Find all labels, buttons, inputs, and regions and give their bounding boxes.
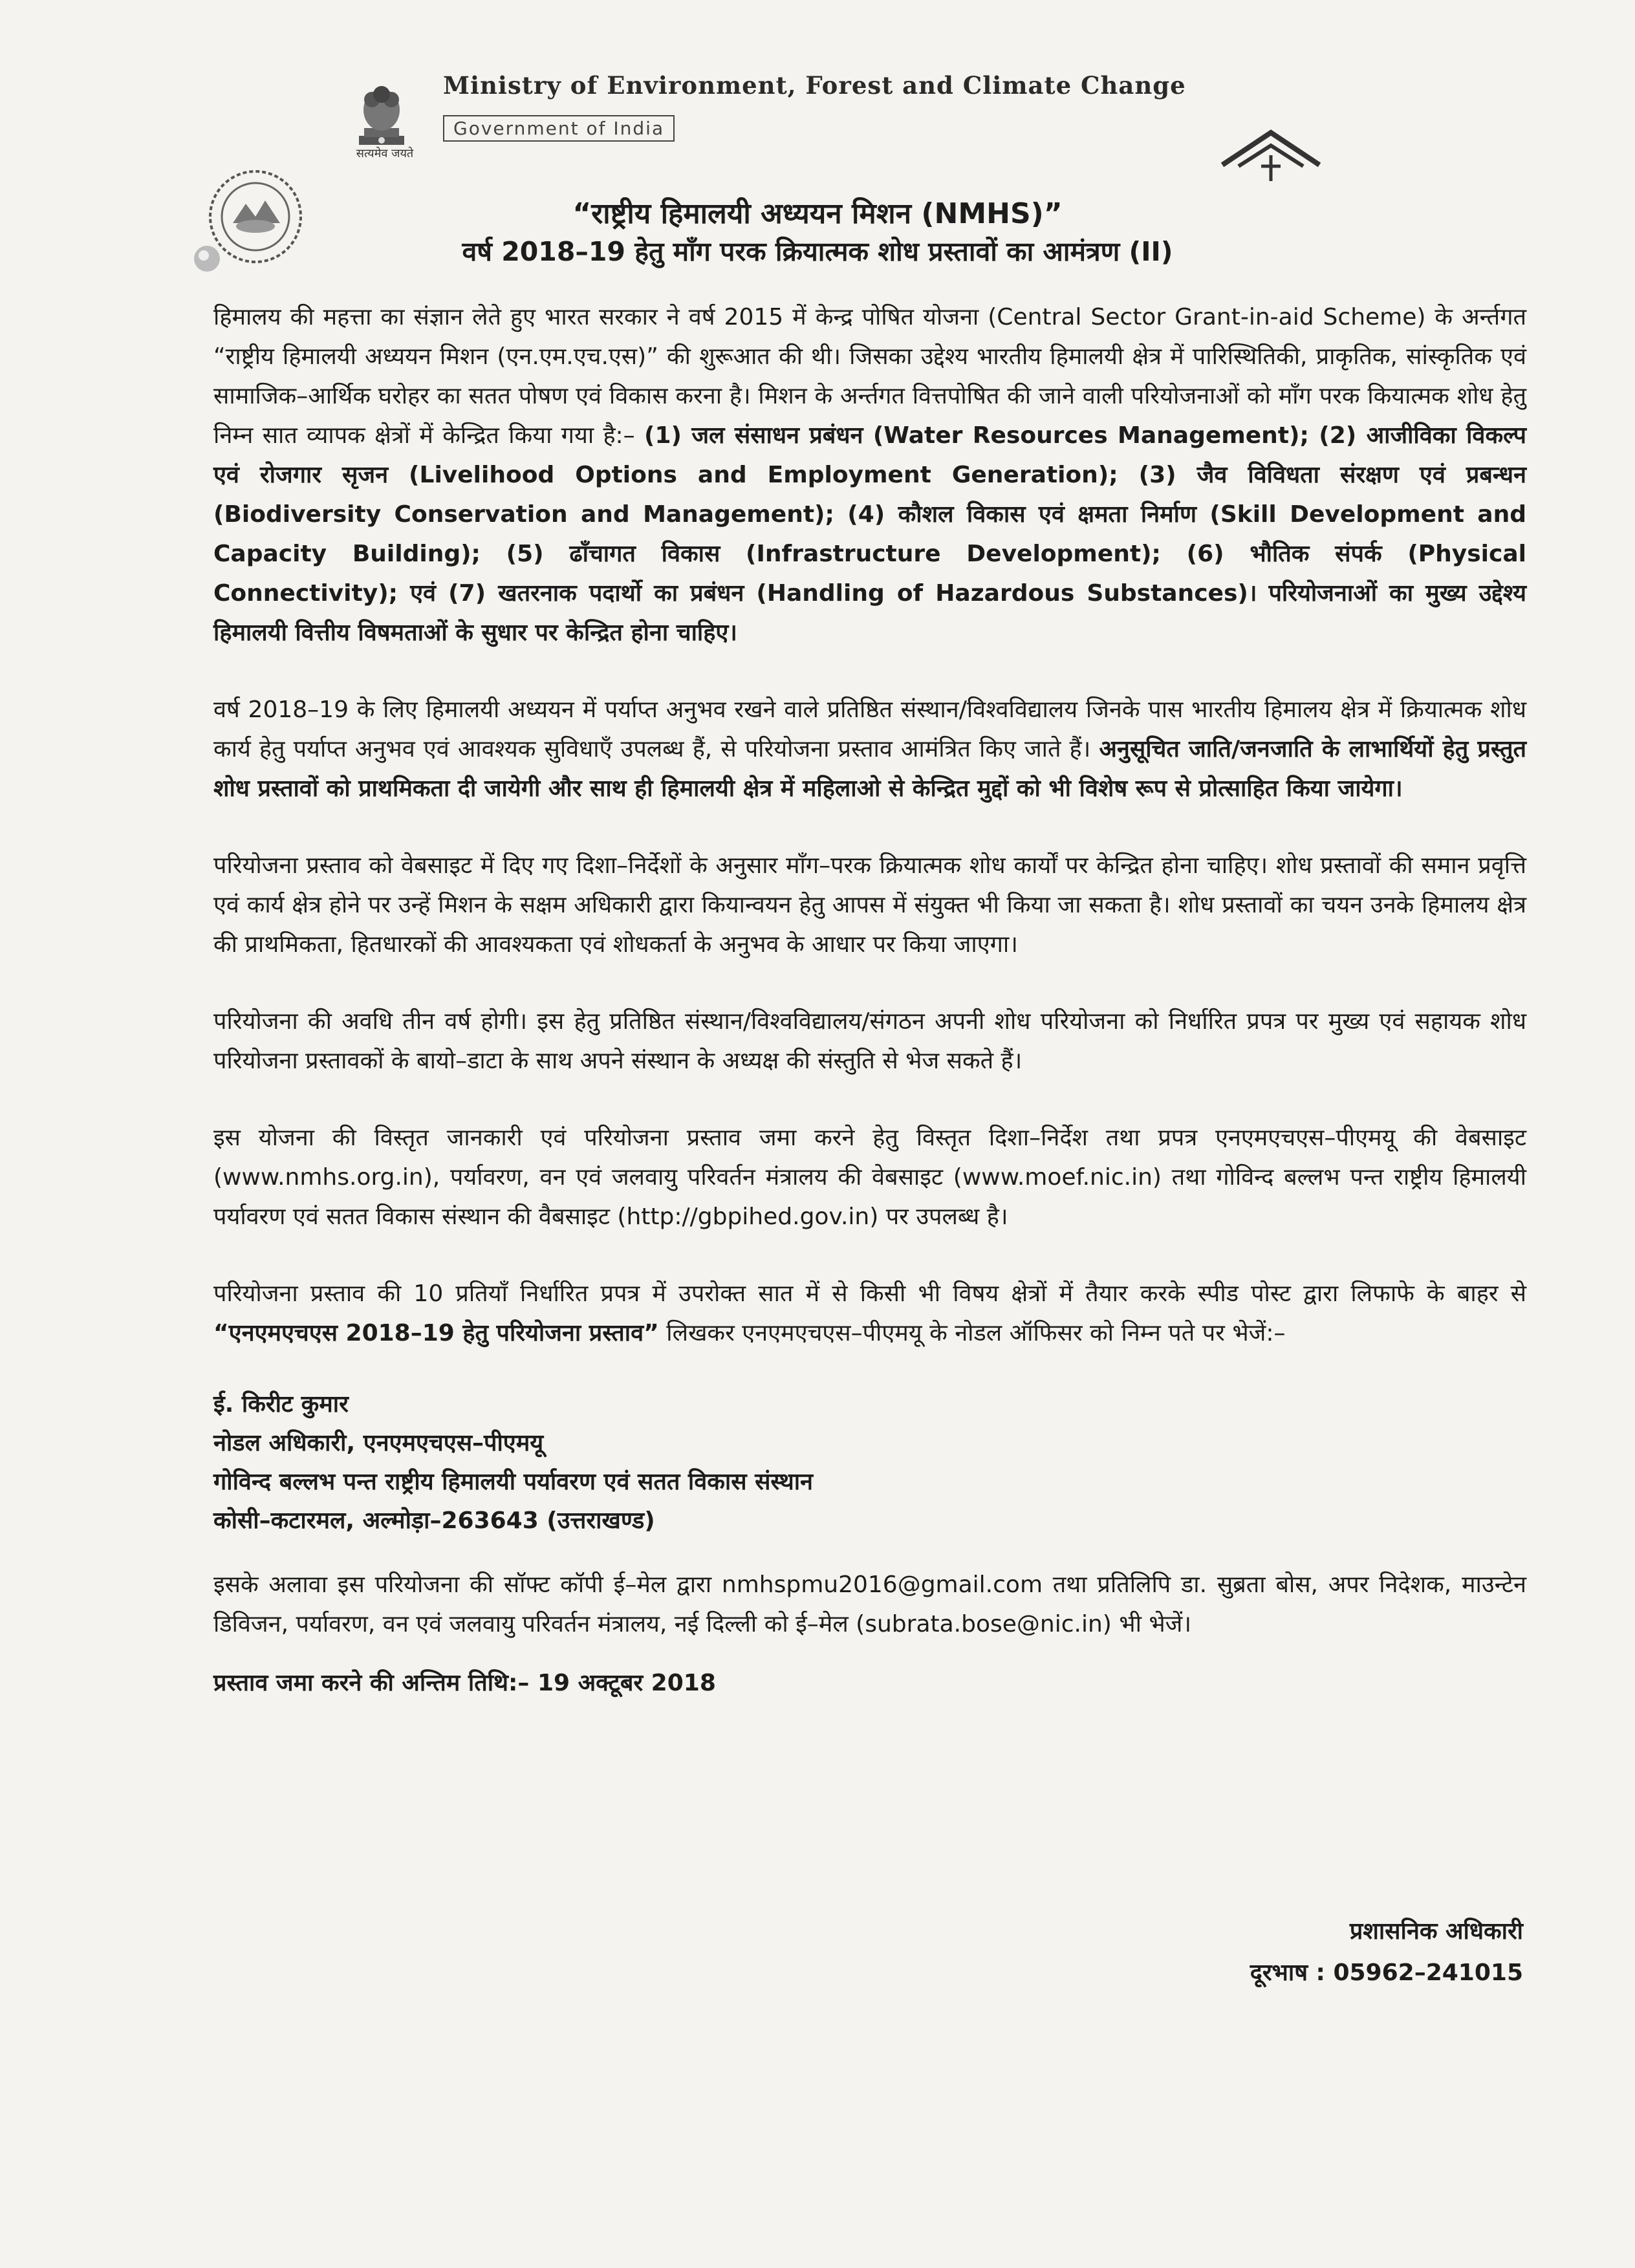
project-objective: परियोजनाओं का मुख्य उद्देश्य हिमालयी वित्तीय विषमताओं के सुधार पर केन्द्रित होना चाहिए। — [213, 580, 1526, 646]
paragraph-introduction — [213, 297, 1526, 653]
submission-deadline: प्रस्ताव जमा करने की अन्तिम तिथि:– 19 अक्टूबर 2018 — [213, 1670, 716, 1696]
nodal-officer-address — [213, 1385, 1526, 1540]
signature-block — [1061, 1911, 1523, 1994]
officer-designation: नोडल अधिकारी, एनएमएचएस–पीएमयू — [213, 1430, 544, 1456]
paragraph-duration: परियोजना की अवधि तीन वर्ष होगी। इस हेतु प्रतिष्ठित संस्थान/विश्वविद्यालय/संगठन अपनी शोध परियोजना को निर्धारित प्रपत्र पर मुख्य एवं सहायक शोध परियोजना प्रस्तावकों के बायो–डाटा के साथ अपने संस्थान के अध्यक्ष की संस्तुति से भेज सकते हैं। — [213, 1008, 1526, 1074]
paragraph-email: इसके अलावा इस परियोजना की सॉफ्ट कॉपी ई–मेल द्वारा nmhspmu2016@gmail.com तथा प्रतिलिपि डा. सुब्रता बोस, अपर निदेशक, माउन्टेन डिविजन, पर्यावरण, वन एवं जलवायु परिवर्तन मंत्रालय, नई दिल्ली को ई–मेल (subrata.bose@nic.in) भी भेजें। — [213, 1571, 1526, 1637]
submission-text-after: लिखकर एनएमएचएस–पीएमयू के नोडल ऑफिसर को निम्न पते पर भेजें:– — [666, 1320, 1286, 1346]
institute-name: गोविन्द बल्लभ पन्त राष्ट्रीय हिमालयी पर्यावरण एवं सतत विकास संस्थान — [213, 1469, 814, 1495]
paragraph-websites: इस योजना की विस्तृत जानकारी एवं परियोजना प्रस्ताव जमा करने हेतु विस्तृत दिशा–निर्देश तथा प्रपत्र एनएमएचएस–पीएमयू की वेबसाइट (www.nmhs.org.in), पर्यावरण, वन एवं जलवायु परिवर्तन मंत्रालय की वेबसाइट (www.moef.nic.in) तथा गोविन्द बल्लभ पन्त राष्ट्रीय हिमालयी पर्यावरण एवं सतत विकास संस्थान की वैबसाइट (http://gbpihed.gov.in) पर उपलब्ध है। — [213, 1125, 1526, 1230]
envelope-label: “एनएमएचएस 2018–19 हेतु परियोजना प्रस्ताव” — [213, 1320, 659, 1346]
research-areas-list: (1) जल संसाधन प्रबंधन (Water Resources Management); (2) आजीविका विकल्प एवं रोजगार सृजन (Livelihood Options and Employment Generation); (3) जैव विविधता संरक्षण एवं प्रबन्धन (Biodiversity Conservation and Management); (4) कौशल विकास एवं क्षमता निर्माण (Skill Development and Capacity Building); (5) ढाँचागत विकास (Infrastructure Development); (6) भौतिक संपर्क (Physical Connectivity); एवं (7) खतरनाक पदार्थो का प्रबंधन (Handling of Hazardous Substances)। — [213, 422, 1526, 607]
paragraph-eligibility — [213, 690, 1526, 808]
submission-text-before: परियोजना प्रस्ताव की 10 प्रतियाँ निर्धारित प्रपत्र में उपरोक्त सात में से किसी भी विषय क्षेत्रों में तैयार करके स्पीड पोस्ट द्वारा लिफाफे के बाहर से — [213, 1280, 1526, 1307]
paragraph-guidelines: परियोजना प्रस्ताव को वेबसाइट में दिए गए दिशा–निर्देशों के अनुसार माँग–परक क्रियात्मक शोध कार्यों पर केन्द्रित होना चाहिए। शोध प्रस्तावों की समान प्रवृत्ति एवं कार्य क्षेत्र होने पर उन्हें मिशन के सक्षम अधिकारी द्वारा कियान्वयन हेतु आपस में संयुक्त भी किया जा सकता है। शोध प्रस्तावों का चयन उनके हिमालय क्षेत्र की प्राथमिकता, हितधारकों की आवश्यकता एवं शोधकर्ता के अनुभव के आधार पर किया जाएगा। — [213, 852, 1526, 958]
national-emblem-icon — [346, 78, 417, 155]
signatory-title: प्रशासनिक अधिकारी — [1349, 1918, 1523, 1945]
priority-statement: अनुसूचित जाति/जनजाति के लाभार्थियों हेतु प्रस्तुत शोध प्रस्तावों को प्राथमिकता दी जायेगी और साथ ही हिमालयी क्षेत्र में महिलाओ से केन्द्रित मुद्दों को भी विशेष रूप से प्रोत्साहित किया जायेगा। — [213, 736, 1526, 802]
document-subtitle: वर्ष 2018–19 हेतु माँग परक क्रियात्मक शोध प्रस्तावों का आमंत्रण (II) — [462, 236, 1173, 267]
government-label: Government of India — [443, 115, 675, 142]
gbpihed-logo-icon — [1216, 126, 1326, 184]
emblem-motto: सत्यमेव जयते — [356, 147, 414, 160]
intro-text: हिमालय की महत्ता का संज्ञान लेते हुए भारत सरकार ने वर्ष 2015 में केन्द्र पोषित योजना (Central Sector Grant-in-aid Scheme) के अर्न्तगत “राष्ट्रीय हिमालयी अध्ययन मिशन (एन.एम.एच.एस)” की शुरूआत की थी। जिसका उद्देश्य भारतीय हिमालयी क्षेत्र में पारिस्थितिकी, प्राकृतिक, सांस्कृतिक एवं सामाजिक–आर्थिक घरोहर का सतत पोषण एवं विकास करना है। मिशन के अर्न्तगत वित्तपोषित की जाने वाली परियोजनाओं को माँग परक कियात्मक शोध हेतु निम्न सात व्यापक क्षेत्रों में केन्द्रित किया गया है:– — [213, 304, 1526, 449]
document-body — [213, 297, 1526, 1703]
ministry-name: Ministry of Environment, Forest and Climate Change — [443, 71, 1186, 100]
contact-phone: दूरभाष : 05962–241015 — [1250, 1960, 1523, 1986]
institute-location: कोसी–कटारमल, अल्मोड़ा–263643 (उत्तराखण्ड) — [213, 1507, 655, 1534]
paragraph-submission — [213, 1274, 1526, 1353]
eligibility-text: वर्ष 2018–19 के लिए हिमालयी अध्ययन में पर्याप्त अनुभव रखने वाले प्रतिष्ठित संस्थान/विश्वविद्यालय जिनके पास भारतीय हिमालय क्षेत्र में क्रियात्मक शोध कार्य हेतु पर्याप्त अनुभव एवं आवश्यक सुविधाएँ उपलब्ध हैं, से परियोजना प्रस्ताव आमंत्रित किए जाते हैं। — [213, 697, 1526, 762]
document-title: “राष्ट्रीय हिमालयी अध्ययन मिशन (NMHS)” — [572, 197, 1063, 230]
officer-name: ई. किरीट कुमार — [213, 1391, 349, 1418]
